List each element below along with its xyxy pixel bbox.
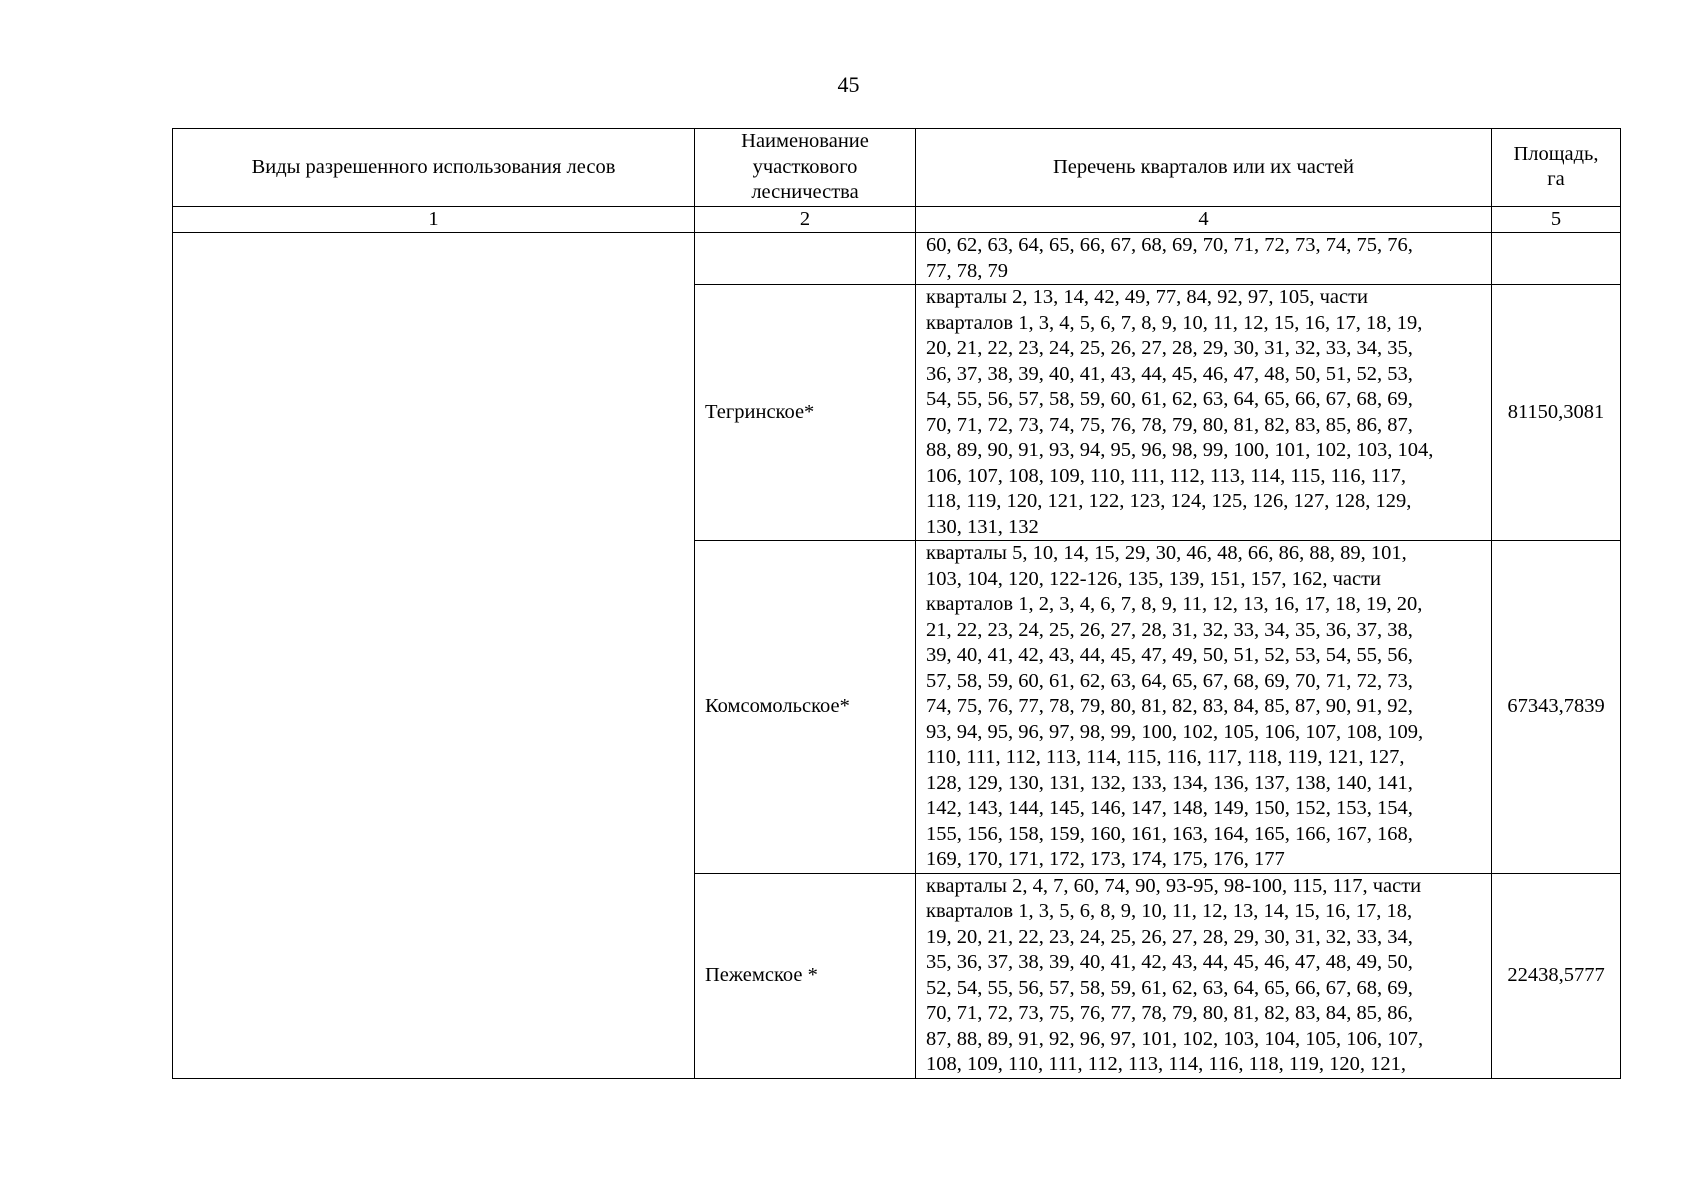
area-cell: 22438,5777 xyxy=(1492,873,1621,1078)
quarters-line: 70, 71, 72, 73, 74, 75, 76, 78, 79, 80, 81, 82, 83, 85, 86, 87, xyxy=(926,413,1413,436)
header-cell-forestry xyxy=(695,129,916,207)
quarters-line: 60, 62, 63, 64, 65, 66, 67, 68, 69, 70, 71, 72, 73, 74, 75, 76, xyxy=(926,234,1413,256)
quarters-line: 87, 88, 89, 91, 92, 96, 97, 101, 102, 103, 104, 105, 106, 107, xyxy=(926,1027,1424,1050)
area-cell: 81150,3081 xyxy=(1492,285,1621,541)
header-line: лесничества xyxy=(751,181,859,203)
column-number-row xyxy=(173,206,1621,233)
header-row xyxy=(173,129,1621,207)
quarters-line: 128, 129, 130, 131, 132, 133, 134, 136, 137, 138, 140, 141, xyxy=(926,771,1413,794)
quarters-line: 142, 143, 144, 145, 146, 147, 148, 149, 150, 152, 153, 154, xyxy=(926,797,1413,819)
table-row xyxy=(173,233,1621,285)
forest-use-table xyxy=(172,128,1621,1079)
quarters-line: 74, 75, 76, 77, 78, 79, 80, 81, 82, 83, 84, 85, 87, 90, 91, 92, xyxy=(926,695,1413,717)
quarters-line: 70, 71, 72, 73, 75, 76, 77, 78, 79, 80, 81, 82, 83, 84, 85, 86, xyxy=(926,1002,1413,1024)
forestry-cell: Комсомольское* xyxy=(695,541,916,874)
quarters-line: 130, 131, 132 xyxy=(926,515,1039,538)
column-number: 4 xyxy=(916,206,1492,233)
header-line: Перечень кварталов или их частей xyxy=(1053,155,1354,178)
area-cell xyxy=(1492,233,1621,285)
header-line: участкового xyxy=(752,155,858,178)
quarters-line: 52, 54, 55, 56, 57, 58, 59, 61, 62, 63, 64, 65, 66, 67, 68, 69, xyxy=(926,976,1413,999)
header-line: Наименование xyxy=(741,130,869,152)
quarters-line: 110, 111, 112, 113, 114, 115, 116, 117, 118, 119, 121, 127, xyxy=(926,746,1405,768)
column-number: 5 xyxy=(1492,206,1621,233)
header-line: га xyxy=(1547,168,1565,191)
column-number: 1 xyxy=(173,206,695,233)
forestry-cell: Пежемское * xyxy=(695,873,916,1078)
quarters-line: 77, 78, 79 xyxy=(926,259,1008,282)
page-number: 45 xyxy=(837,72,860,97)
quarters-line: 93, 94, 95, 96, 97, 98, 99, 100, 102, 105, 106, 107, 108, 109, xyxy=(926,720,1424,743)
quarters-line: 35, 36, 37, 38, 39, 40, 41, 42, 43, 44, 45, 46, 47, 48, 49, 50, xyxy=(926,951,1413,973)
quarters-line: 39, 40, 41, 42, 43, 44, 45, 47, 49, 50, 51, 52, 53, 54, 55, 56, xyxy=(926,644,1413,666)
table-body xyxy=(173,233,1621,1079)
quarters-cell xyxy=(916,541,1492,874)
quarters-line: кварталы 2, 4, 7, 60, 74, 90, 93-95, 98-100, 115, 117, части xyxy=(926,874,1422,897)
quarters-line: кварталов 1, 3, 5, 6, 8, 9, 10, 11, 12, 13, 14, 15, 16, 17, 18, xyxy=(926,900,1413,922)
quarters-line: 21, 22, 23, 24, 25, 26, 27, 28, 31, 32, 33, 34, 35, 36, 37, 38, xyxy=(926,618,1413,641)
quarters-line: 57, 58, 59, 60, 61, 62, 63, 64, 65, 67, 68, 69, 70, 71, 72, 73, xyxy=(926,669,1413,692)
quarters-line: кварталов 1, 2, 3, 4, 6, 7, 8, 9, 11, 12, 13, 16, 17, 18, 19, 20, xyxy=(926,593,1423,615)
forestry-cell: Тегринское* xyxy=(695,285,916,541)
quarters-line: 118, 119, 120, 121, 122, 123, 124, 125, 126, 127, 128, 129, xyxy=(926,490,1412,512)
column-number: 2 xyxy=(695,206,916,233)
quarters-cell xyxy=(916,233,1492,285)
quarters-line: 108, 109, 110, 111, 112, 113, 114, 116, 118, 119, 120, 121, xyxy=(926,1053,1407,1075)
header-cell-quarters xyxy=(916,129,1492,207)
quarters-line: 169, 170, 171, 172, 173, 174, 175, 176, 177 xyxy=(926,848,1285,870)
quarters-cell xyxy=(916,873,1492,1078)
quarters-line: 103, 104, 120, 122-126, 135, 139, 151, 157, 162, части xyxy=(926,567,1382,590)
header-line: Площадь, xyxy=(1513,142,1599,165)
quarters-line: 155, 156, 158, 159, 160, 161, 163, 164, 165, 166, 167, 168, xyxy=(926,822,1413,845)
quarters-line: 20, 21, 22, 23, 24, 25, 26, 27, 28, 29, 30, 31, 32, 33, 34, 35, xyxy=(926,337,1413,359)
forestry-cell xyxy=(695,233,916,285)
use-type-cell xyxy=(173,233,695,1079)
quarters-line: 88, 89, 90, 91, 93, 94, 95, 96, 98, 99, 100, 101, 102, 103, 104, xyxy=(926,439,1434,461)
quarters-line: 54, 55, 56, 57, 58, 59, 60, 61, 62, 63, 64, 65, 66, 67, 68, 69, xyxy=(926,388,1413,410)
header-line: Виды разрешенного использования лесов xyxy=(251,155,616,178)
quarters-line: 19, 20, 21, 22, 23, 24, 25, 26, 27, 28, 29, 30, 31, 32, 33, 34, xyxy=(926,925,1413,948)
quarters-line: кварталов 1, 3, 4, 5, 6, 7, 8, 9, 10, 11, 12, 15, 16, 17, 18, 19, xyxy=(926,311,1423,334)
quarters-line: кварталы 5, 10, 14, 15, 29, 30, 46, 48, 66, 86, 88, 89, 101, xyxy=(926,542,1407,564)
area-cell: 67343,7839 xyxy=(1492,541,1621,874)
quarters-line: 36, 37, 38, 39, 40, 41, 43, 44, 45, 46, 47, 48, 50, 51, 52, 53, xyxy=(926,362,1413,385)
quarters-line: 106, 107, 108, 109, 110, 111, 112, 113, 114, 115, 116, 117, xyxy=(926,464,1407,487)
quarters-line: кварталы 2, 13, 14, 42, 49, 77, 84, 92, 97, 105, части xyxy=(926,286,1369,308)
header-cell-use-type xyxy=(173,129,695,207)
header-cell-area xyxy=(1492,129,1621,207)
quarters-cell xyxy=(916,285,1492,541)
